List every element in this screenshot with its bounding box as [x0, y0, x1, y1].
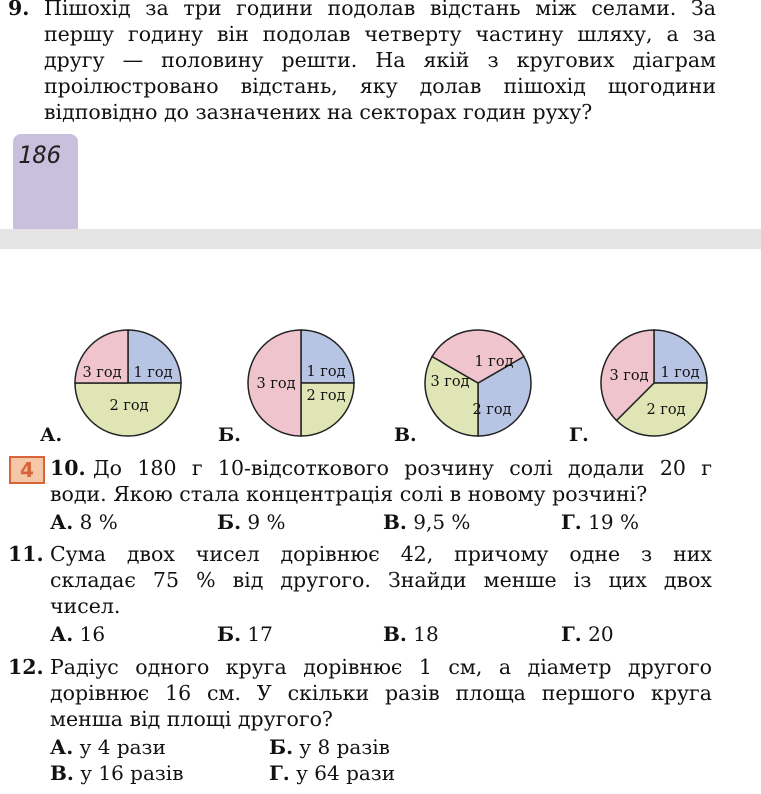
answer-option[interactable]: В. 18: [383, 622, 439, 646]
answer-option[interactable]: Б. у 8 разів: [269, 735, 390, 759]
pie-slice-label: 3 год: [430, 374, 470, 390]
chart-option-label: В.: [394, 424, 417, 446]
pie-slice-label: 3 год: [609, 368, 649, 384]
problem-text-line: До 180 г 10-відсоткового розчину солі додали 20 г: [93, 456, 712, 480]
answer-option[interactable]: А. 16: [50, 622, 106, 646]
pie-slice-label: 1 год: [133, 365, 173, 381]
chart-option-label: А.: [40, 424, 63, 446]
problem-number: 11.: [8, 542, 44, 566]
problem-text-line: води. Якою стала концентрація солі в новому розчині?: [50, 482, 648, 506]
chart-option-label: Г.: [569, 424, 589, 446]
difficulty-badge: 4: [9, 456, 45, 484]
pie-slice-label: 2 год: [109, 398, 149, 414]
problem-text-line: дорівнює 16 см. У скільки разів площа першого круга: [50, 681, 712, 705]
pie-slice-label: 1 год: [474, 354, 514, 370]
pie-slice-label: 1 год: [306, 364, 346, 380]
answer-option[interactable]: В. 9,5 %: [383, 510, 471, 534]
problem-text-line: Сума двох чисел дорівнює 42, причому одне з них: [50, 542, 712, 566]
answer-option[interactable]: А. 8 %: [50, 510, 118, 534]
answer-option[interactable]: Г. 20: [561, 622, 614, 646]
pie-slice-label: 3 год: [82, 365, 122, 381]
pie-slice-label: 3 год: [256, 376, 296, 392]
pie-charts-svg: [0, 330, 761, 450]
problem-text-line: чисел.: [50, 594, 121, 618]
answer-option[interactable]: А. у 4 рази: [50, 735, 166, 759]
pie-slice-label: 2 год: [306, 388, 346, 404]
pie-slice-label: 2 год: [646, 402, 686, 418]
answer-option[interactable]: Б. 9 %: [217, 510, 286, 534]
page-divider: [0, 229, 761, 249]
answer-option[interactable]: Г. у 64 рази: [269, 761, 396, 785]
problem-text-line: другу — половину решти. На якій з кругових діаграм: [44, 48, 716, 72]
page-tab-number: 186: [18, 141, 62, 169]
problem-text-line: першу годину він подолав четверту частину шляху, а за: [44, 22, 716, 46]
problem-number: 9.: [8, 0, 30, 20]
pie-slice-label: 2 год: [472, 402, 512, 418]
problem-text-line: складає 75 % від другого. Знайди менше із цих двох: [50, 568, 712, 592]
problem-text-line: Радіус одного круга дорівнює 1 см, а діаметр другого: [50, 655, 712, 679]
answer-option[interactable]: Г. 19 %: [561, 510, 639, 534]
answer-option[interactable]: В. у 16 разів: [50, 761, 184, 785]
problem-text-line: Пішохід за три години подолав відстань між селами. За: [44, 0, 716, 20]
pie-charts: [0, 330, 761, 450]
problem-text-line: менша від площі другого?: [50, 707, 333, 731]
chart-option-label: Б.: [218, 424, 241, 446]
problem-text-line: проілюстровано відстань, яку долав пішохід щогодини: [44, 74, 716, 98]
problem-number: 10.: [50, 456, 86, 480]
pie-slice-label: 1 год: [660, 365, 700, 381]
problem-text-line: відповідно до зазначених на секторах годин руху?: [44, 100, 593, 124]
answer-option[interactable]: Б. 17: [217, 622, 273, 646]
problem-number: 12.: [8, 655, 44, 679]
